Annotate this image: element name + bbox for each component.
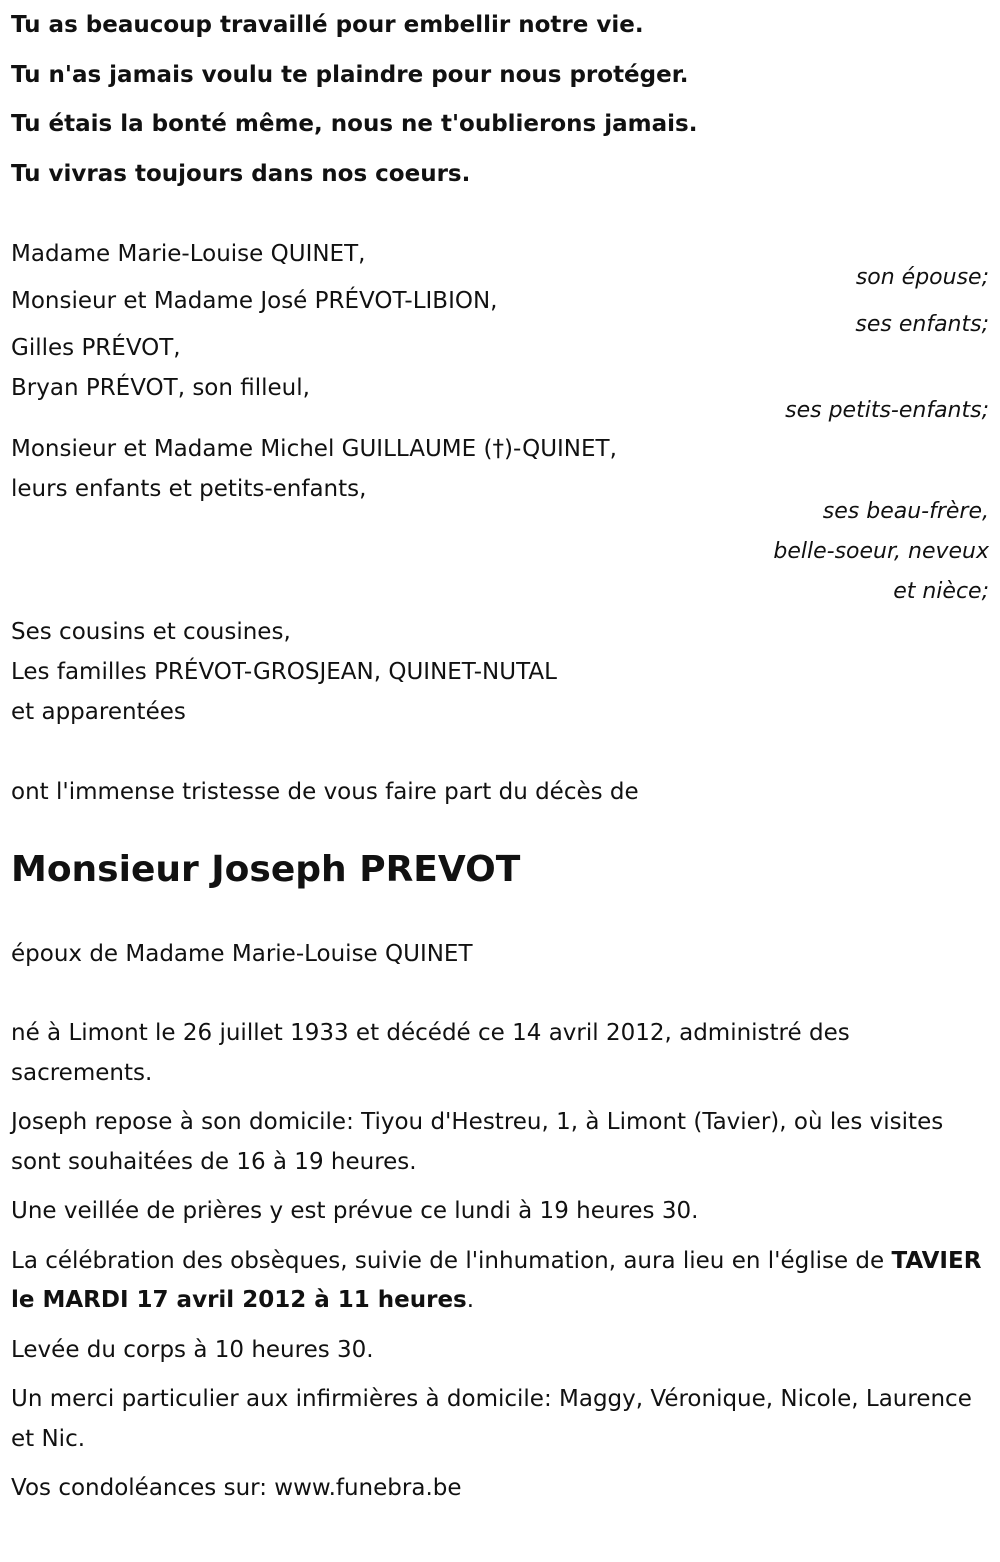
deceased-name: Monsieur Joseph PREVOT bbox=[11, 849, 521, 890]
family-list bbox=[11, 234, 991, 732]
inlaws-role: et nièce; bbox=[893, 579, 989, 604]
relatives-line: Les familles PRÉVOT-GROSJEAN, QUINET-NUTAL bbox=[11, 659, 557, 685]
condolences-paragraph: Vos condoléances sur: www.funebra.be bbox=[11, 1475, 462, 1501]
verse-line: Tu as beaucoup travaillé pour embellir notre vie. bbox=[11, 12, 644, 38]
visitation-paragraph: Joseph repose à son domicile: Tiyou d'Hestreu, 1, à Limont (Tavier), où les visites sont souhaitées de 16 à 19 heures. bbox=[11, 1109, 944, 1175]
thanks-paragraph: Un merci particulier aux infirmières à domicile: Maggy, Véronique, Nicole, Laurence et Nic. bbox=[11, 1386, 972, 1452]
funeral-end: . bbox=[466, 1287, 475, 1313]
birth-death-paragraph: né à Limont le 26 juillet 1933 et décédé ce 14 avril 2012, administré des sacrements. bbox=[11, 1020, 850, 1086]
funeral-text: La célébration des obsèques, suivie de l'inhumation, aura lieu en l'église de bbox=[11, 1247, 892, 1274]
funeral-date-place: TAVIER le MARDI 17 avril 2012 à 11 heures bbox=[11, 1247, 982, 1313]
funeral-paragraph bbox=[11, 1242, 991, 1321]
children-name: Monsieur et Madame José PRÉVOT-LIBION, bbox=[11, 288, 498, 314]
grandchild-name: Gilles PRÉVOT, bbox=[11, 335, 181, 361]
announcement: ont l'immense tristesse de vous faire part du décès de bbox=[11, 779, 639, 805]
inlaws-name: Monsieur et Madame Michel GUILLAUME (†)-QUINET, bbox=[11, 436, 617, 462]
funeral-details bbox=[11, 1014, 991, 1509]
vigil-paragraph: Une veillée de prières y est prévue ce lundi à 19 heures 30. bbox=[11, 1198, 699, 1224]
obituary-page bbox=[11, 0, 991, 1519]
relatives-line: Ses cousins et cousines, bbox=[11, 619, 291, 645]
spouse-of: époux de Madame Marie-Louise QUINET bbox=[11, 941, 473, 967]
verse-line: Tu étais la bonté même, nous ne t'oublierons jamais. bbox=[11, 111, 698, 137]
memorial-verse bbox=[11, 0, 991, 199]
inlaws-role: belle-soeur, neveux bbox=[773, 539, 989, 564]
grandchild-name: Bryan PRÉVOT, son filleul, bbox=[11, 375, 310, 401]
spouse-role: son épouse; bbox=[855, 265, 989, 290]
children-role: ses enfants; bbox=[855, 312, 989, 337]
spouse-name: Madame Marie-Louise QUINET, bbox=[11, 241, 366, 267]
levee-paragraph: Levée du corps à 10 heures 30. bbox=[11, 1336, 374, 1363]
grandchildren-role: ses petits-enfants; bbox=[785, 398, 989, 423]
verse-line: Tu vivras toujours dans nos coeurs. bbox=[11, 160, 471, 187]
inlaws-descendants: leurs enfants et petits-enfants, bbox=[11, 476, 367, 502]
inlaws-role: ses beau-frère, bbox=[822, 499, 989, 524]
verse-line: Tu n'as jamais voulu te plaindre pour nous protéger. bbox=[11, 61, 689, 88]
relatives-line: et apparentées bbox=[11, 699, 186, 725]
